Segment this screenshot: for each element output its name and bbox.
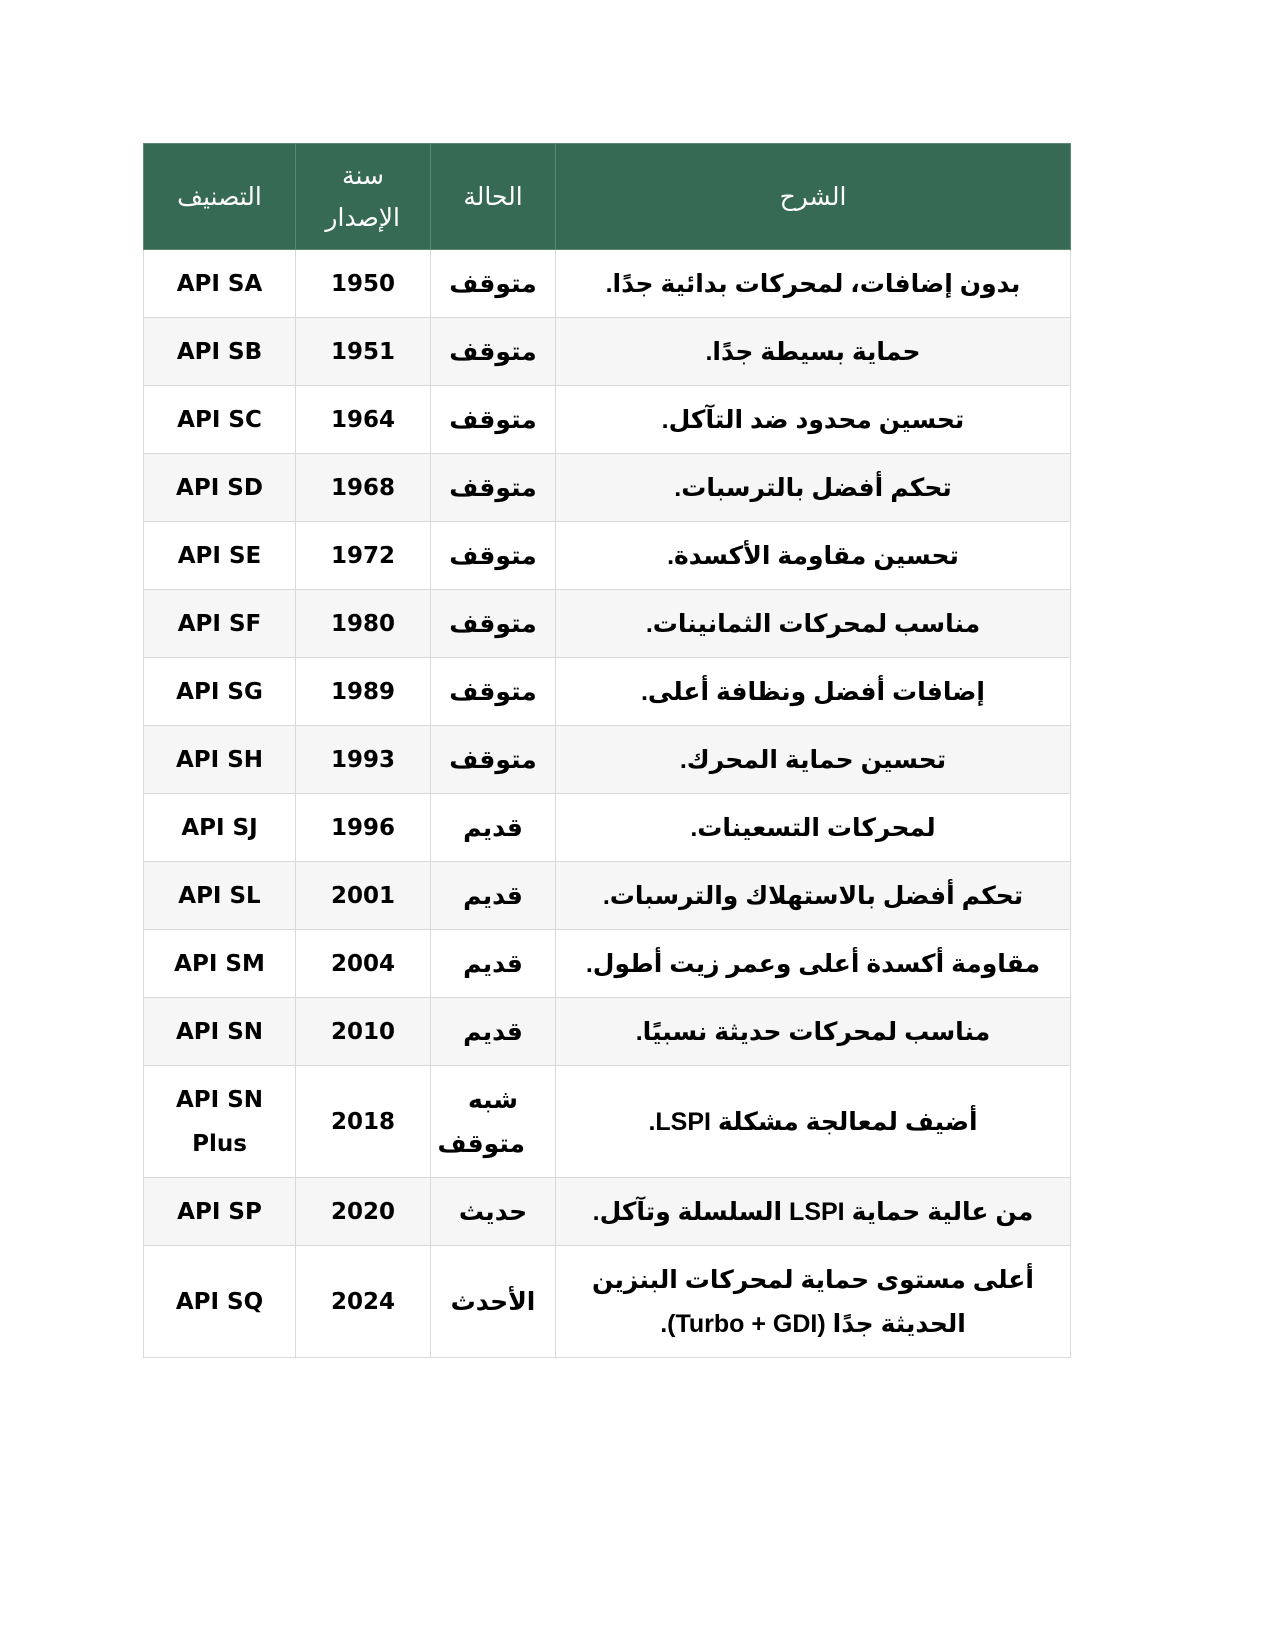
cell-classification: API SE xyxy=(144,522,296,590)
cell-classification: API SC xyxy=(144,386,296,454)
cell-classification: API SG xyxy=(144,658,296,726)
cell-year: 1968 xyxy=(296,454,431,522)
cell-status: قديم xyxy=(431,930,556,998)
cell-status: متوقف xyxy=(431,590,556,658)
table-row xyxy=(144,454,1071,522)
table-row xyxy=(144,1066,1071,1178)
table-row xyxy=(144,1246,1071,1358)
cell-classification: API SL xyxy=(144,862,296,930)
table-row xyxy=(144,658,1071,726)
cell-description: مناسب لمحركات الثمانينات. xyxy=(556,590,1071,658)
cell-description: إضافات أفضل ونظافة أعلى. xyxy=(556,658,1071,726)
header-description: الشرح xyxy=(556,144,1071,250)
cell-year: 2020 xyxy=(296,1178,431,1246)
cell-classification: API SJ xyxy=(144,794,296,862)
table-row xyxy=(144,590,1071,658)
cell-year: 2001 xyxy=(296,862,431,930)
table-row xyxy=(144,930,1071,998)
cell-year: 1993 xyxy=(296,726,431,794)
table-row xyxy=(144,1178,1071,1246)
cell-status: قديم xyxy=(431,998,556,1066)
table-body xyxy=(144,250,1071,1358)
cell-year: 2024 xyxy=(296,1246,431,1358)
cell-classification: API SB xyxy=(144,318,296,386)
cell-year: 2004 xyxy=(296,930,431,998)
cell-status: حديث xyxy=(431,1178,556,1246)
table-row xyxy=(144,522,1071,590)
table-row xyxy=(144,726,1071,794)
table-row xyxy=(144,386,1071,454)
cell-year: 2010 xyxy=(296,998,431,1066)
cell-year: 2018 xyxy=(296,1066,431,1178)
cell-year: 1996 xyxy=(296,794,431,862)
table-header-row xyxy=(144,144,1071,250)
cell-status: متوقف xyxy=(431,386,556,454)
cell-description: تحسين حماية المحرك. xyxy=(556,726,1071,794)
header-status: الحالة xyxy=(431,144,556,250)
table-row xyxy=(144,998,1071,1066)
cell-classification: API SM xyxy=(144,930,296,998)
cell-year: 1951 xyxy=(296,318,431,386)
cell-description: مناسب لمحركات حديثة نسبيًا. xyxy=(556,998,1071,1066)
cell-classification: API SN xyxy=(144,998,296,1066)
cell-year: 1989 xyxy=(296,658,431,726)
cell-classification: API SF xyxy=(144,590,296,658)
cell-description: لمحركات التسعينات. xyxy=(556,794,1071,862)
cell-status: متوقف xyxy=(431,454,556,522)
api-classification-table xyxy=(143,143,1071,1358)
table-row xyxy=(144,250,1071,318)
cell-classification: API SQ xyxy=(144,1246,296,1358)
cell-description: من عالية حماية LSPI السلسلة وتآكل. xyxy=(556,1178,1071,1246)
table-row xyxy=(144,318,1071,386)
cell-description: تحكم أفضل بالترسبات. xyxy=(556,454,1071,522)
cell-status: شبه متوقف xyxy=(431,1066,556,1178)
cell-classification: API SD xyxy=(144,454,296,522)
cell-year: 1964 xyxy=(296,386,431,454)
cell-description: تحكم أفضل بالاستهلاك والترسبات. xyxy=(556,862,1071,930)
cell-status: قديم xyxy=(431,862,556,930)
cell-description: تحسين محدود ضد التآكل. xyxy=(556,386,1071,454)
table-row xyxy=(144,862,1071,930)
cell-status: متوقف xyxy=(431,250,556,318)
cell-description: بدون إضافات، لمحركات بدائية جدًا. xyxy=(556,250,1071,318)
cell-classification: API SA xyxy=(144,250,296,318)
header-year: سنة الإصدار xyxy=(296,144,431,250)
cell-classification: API SN Plus xyxy=(144,1066,296,1178)
cell-year: 1950 xyxy=(296,250,431,318)
cell-description: أضيف لمعالجة مشكلة LSPI. xyxy=(556,1066,1071,1178)
cell-description: تحسين مقاومة الأكسدة. xyxy=(556,522,1071,590)
cell-classification: API SP xyxy=(144,1178,296,1246)
cell-year: 1980 xyxy=(296,590,431,658)
header-classification: التصنيف xyxy=(144,144,296,250)
cell-classification: API SH xyxy=(144,726,296,794)
cell-status: متوقف xyxy=(431,522,556,590)
cell-status: الأحدث xyxy=(431,1246,556,1358)
cell-status: متوقف xyxy=(431,318,556,386)
cell-year: 1972 xyxy=(296,522,431,590)
cell-status: قديم xyxy=(431,794,556,862)
cell-description: أعلى مستوى حماية لمحركات البنزين الحديثة جدًا (Turbo + GDI). xyxy=(556,1246,1071,1358)
cell-status: متوقف xyxy=(431,726,556,794)
cell-description: مقاومة أكسدة أعلى وعمر زيت أطول. xyxy=(556,930,1071,998)
cell-description: حماية بسيطة جدًا. xyxy=(556,318,1071,386)
cell-status: متوقف xyxy=(431,658,556,726)
table-row xyxy=(144,794,1071,862)
